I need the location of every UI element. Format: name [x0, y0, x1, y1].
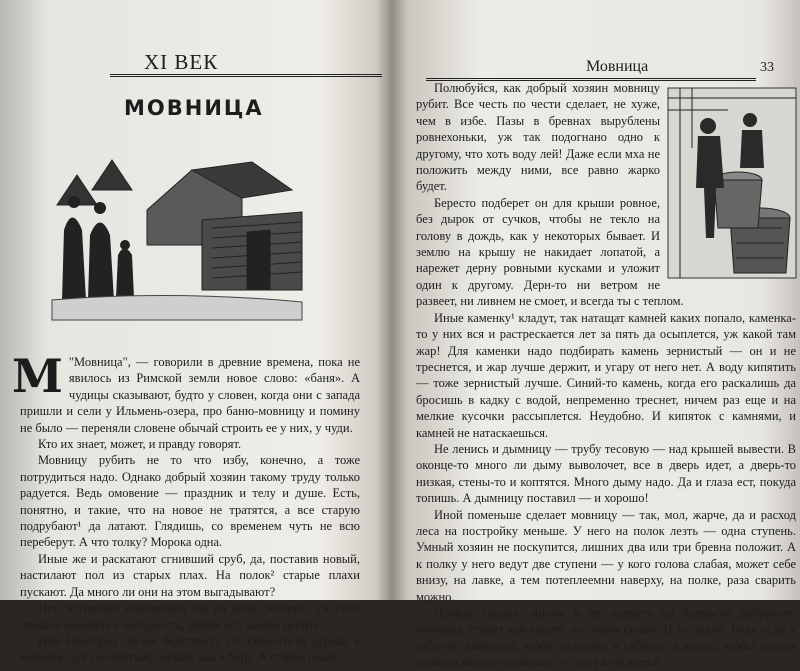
paragraph: Бересто подберет он для крыши ровное, без дырок от сучков, чтобы не текло на голову в дождь, как у некоторых бывает. И землю на крышу не накидает лопатой, а нарежет дерну ровными кусками и уложит один к другому. Дерн-то ни ветром не развеет, ни ливнем не смоет, и всегда ты с теплом.	[416, 195, 684, 309]
paragraph: Иной поменьше сделает мовницу — так, мол, жарче, да и расход леса на постройку меньше. У него на полок лезть — одна ступень. Умный хозяин не поскупится, лишних два или три бревна положит. А к полку у него ведут две ступени — у кого голова слабая, может себе внизу, на лавке, а тем потеплеемни наверху, на полке, раза сварить можно.	[416, 507, 796, 604]
page-number: 33	[760, 60, 774, 75]
paragraph: Кто их знает, может, и правду говорят.	[38, 437, 242, 452]
right-page	[402, 0, 800, 670]
drop-cap-letter: М	[12, 349, 63, 403]
header-rule	[110, 74, 382, 77]
right-body-text	[416, 80, 796, 671]
paragraph: Не ленись и дымницу — трубу тесовую — над крышей вывести. В оконце-то много ли дыму выволочет, все в дверь идет, а дверь-то низкая, стены-то и коптятся. Много дыму надо. Да и глаза ест, покуда топишь. А дымницу поставил — и хорошо!	[416, 441, 796, 506]
left-running-head	[110, 48, 382, 78]
bathhouse-illustration	[52, 150, 302, 320]
paragraph: "Мовница", — говорили в древние времена, пока не явилось из Римской земли новое слово: «баня». А чудицы сказывают, будто у словен, когда они с запада пришли и сели у Ильмень-озера, про баню-мовницу и помину не было — переняли словене обычай строить ее у них, у чуди.	[20, 355, 360, 435]
paragraph: Нет, истинный новгородец так на дело смотрит: уж если пришла мовница в негодность, лучше все заново рубить.	[20, 601, 360, 632]
paragraph: Иные же и раскатают сгнивший сруб, да, поставив новый, настилают пол из старых плах. На полок² старые плахи пускают. Да много ли они на этом выгадывают?	[20, 551, 360, 599]
paragraph: Мовницу рубить не то что избу, конечно, а тоже потрудиться надо. Однако добрый хозяин такому труду только радуется. Ведь омовение — праздник и телу и душе. Есть, понятно, и такие, что на новое не тратятся, а все старую подрубают¹ да латают. Глядишь, со временем чуть не всю переберут. А что толку? Морока одна.	[20, 453, 360, 550]
barrels-illustration	[668, 88, 796, 278]
paragraph: Правду сказать, иному и не поднять по бедности добрую-то мовницу, ставит кой-какую, по своим силам. И то ладно. Ведь если у тебя нет мовницы, чтобы истопить в субботу, а ждать, чтобы соседи позвали мыться-париться, — это уж не житье.	[416, 606, 796, 670]
paragraph: Иные каменку¹ кладут, так натащат камней каких попало, каменка-то у них вся и растрескается лет за пять да осыплется, уж какой там жар! Для каменки надо подбирать камень зернистый — он и не треснется, и жар лучше держит, и угару от него нет. А воду кипятить — тоже зернистый лучше. Синий-то камень, когда его раскалишь да бросишь в кадку с водой, непременно треснет, ничем раз еще и на мелкие кусочки рассыплется. Неудобно. И кипяток с камнями, и камней не натаскаешься.	[416, 310, 796, 440]
paragraph: Или Новгород лесом бедствует? От свежего-то дерева в мовнице дух смолистый, легкий, как в бору. А старое гнило...	[20, 633, 360, 665]
running-head-century: XI ВЕК	[144, 50, 219, 74]
left-body-text	[12, 349, 360, 666]
chapter-title: МОВНИЦА	[124, 96, 264, 120]
left-page	[0, 0, 390, 665]
paragraph: Полюбуйся, как добрый хозяин мовницу рубит. Все честь по чести сделает, не хуже, чем в избе. Пазы в бревнах вырублены ровнехоньки, уж так подогнано одно к другому, что хоть воду лей! Даже если мха не положить между ними, все равно жарко будет.	[416, 81, 660, 194]
running-head-title: Мовница	[586, 58, 649, 75]
